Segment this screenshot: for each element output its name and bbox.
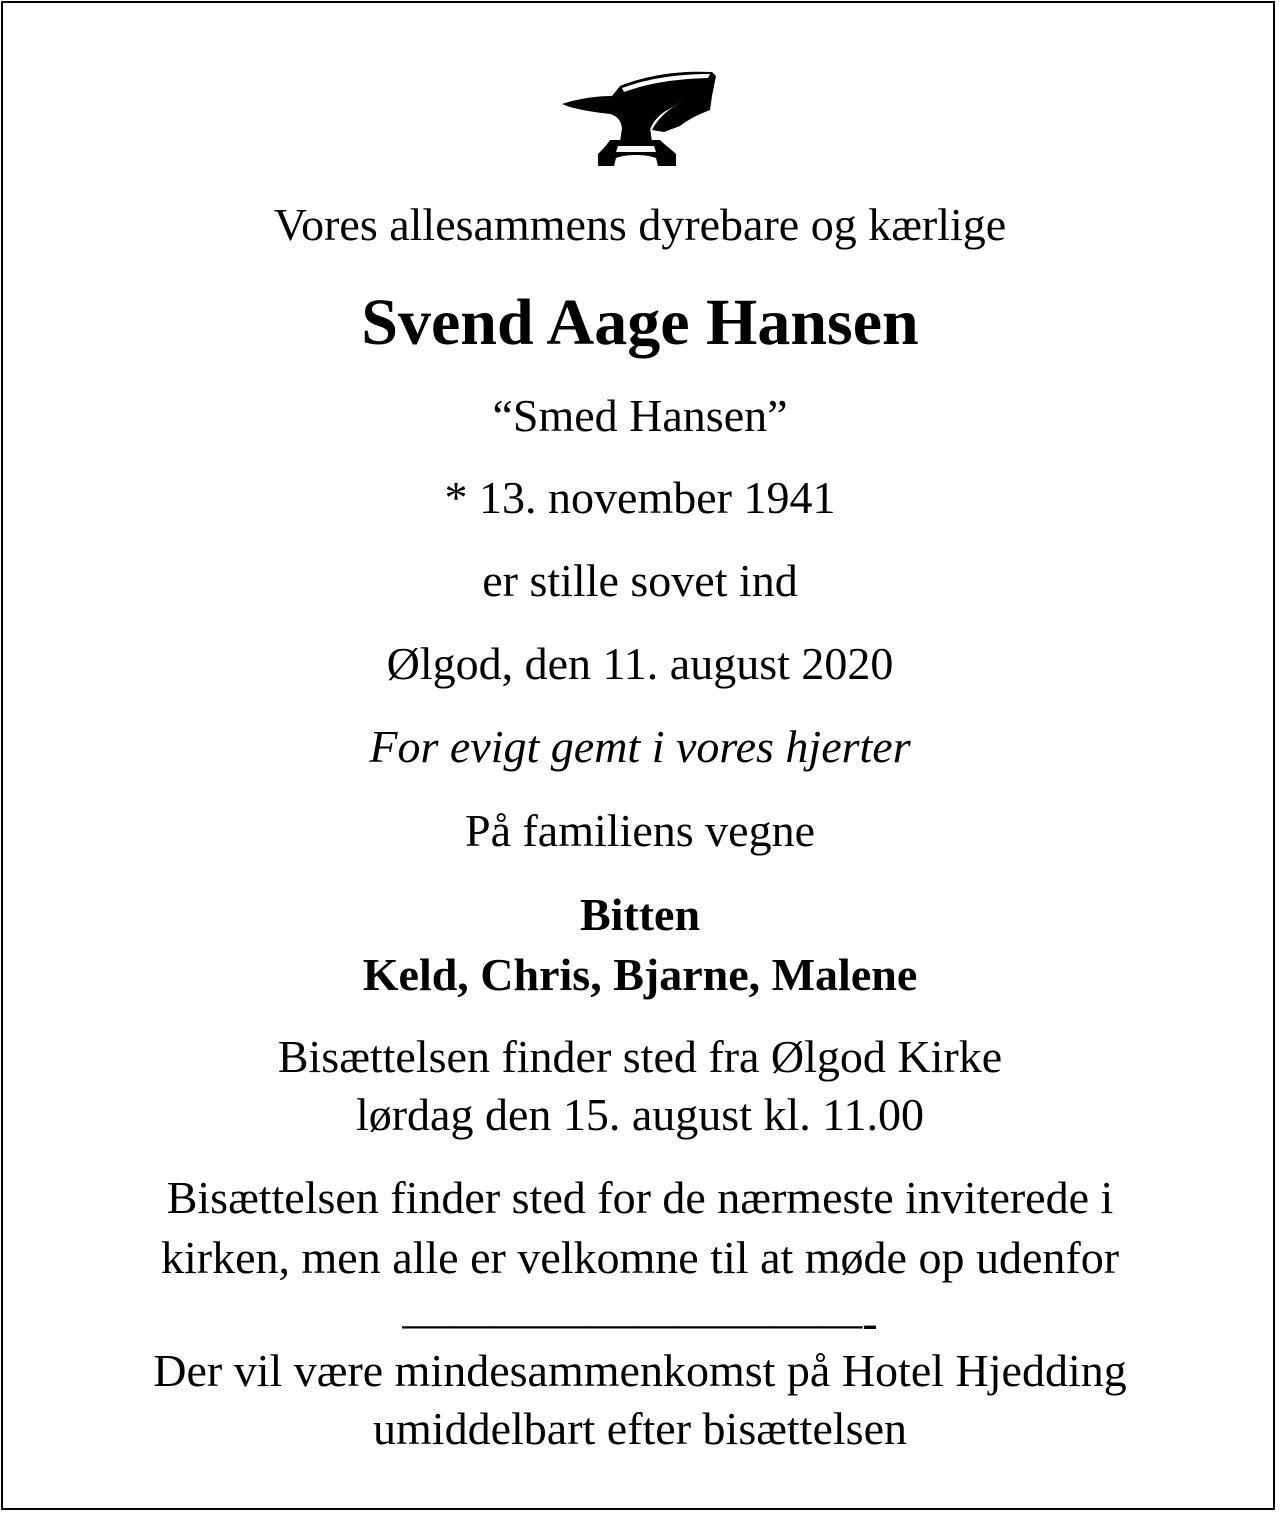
memorial-verse: For evigt gemt i vores hjerter	[369, 721, 911, 772]
invitation-line1: Bisættelsen finder sted for de nærmeste inviterede i	[166, 1172, 1114, 1223]
passed-text: er stille sovet ind	[482, 555, 798, 606]
place-and-date: Ølgod, den 11. august 2020	[386, 638, 894, 689]
separator-line: ——————————-	[402, 1297, 878, 1348]
anvil-icon	[560, 62, 718, 168]
nickname: “Smed Hansen”	[492, 390, 788, 441]
memorial-gathering-line2: umiddelbart efter bisættelsen	[373, 1403, 907, 1454]
birth-date: * 13. november 1941	[444, 472, 836, 523]
invitation-line2: kirken, men alle er velkomne til at møde op udenfor	[160, 1232, 1120, 1283]
family-names-line1: Bitten	[579, 889, 701, 940]
intro-text: Vores allesammens dyrebare og kærlige	[273, 199, 1007, 250]
funeral-info-line1: Bisættelsen finder sted fra Ølgod Kirke	[277, 1031, 1003, 1082]
deceased-name: Svend Aage Hansen	[361, 286, 919, 359]
family-names-line2: Keld, Chris, Bjarne, Malene	[362, 949, 918, 1000]
funeral-info-line2: lørdag den 15. august kl. 11.00	[355, 1089, 925, 1140]
memorial-gathering-line1: Der vil være mindesammenkomst på Hotel Hjedding	[153, 1345, 1127, 1396]
on-behalf-text: På familiens vegne	[464, 805, 815, 856]
